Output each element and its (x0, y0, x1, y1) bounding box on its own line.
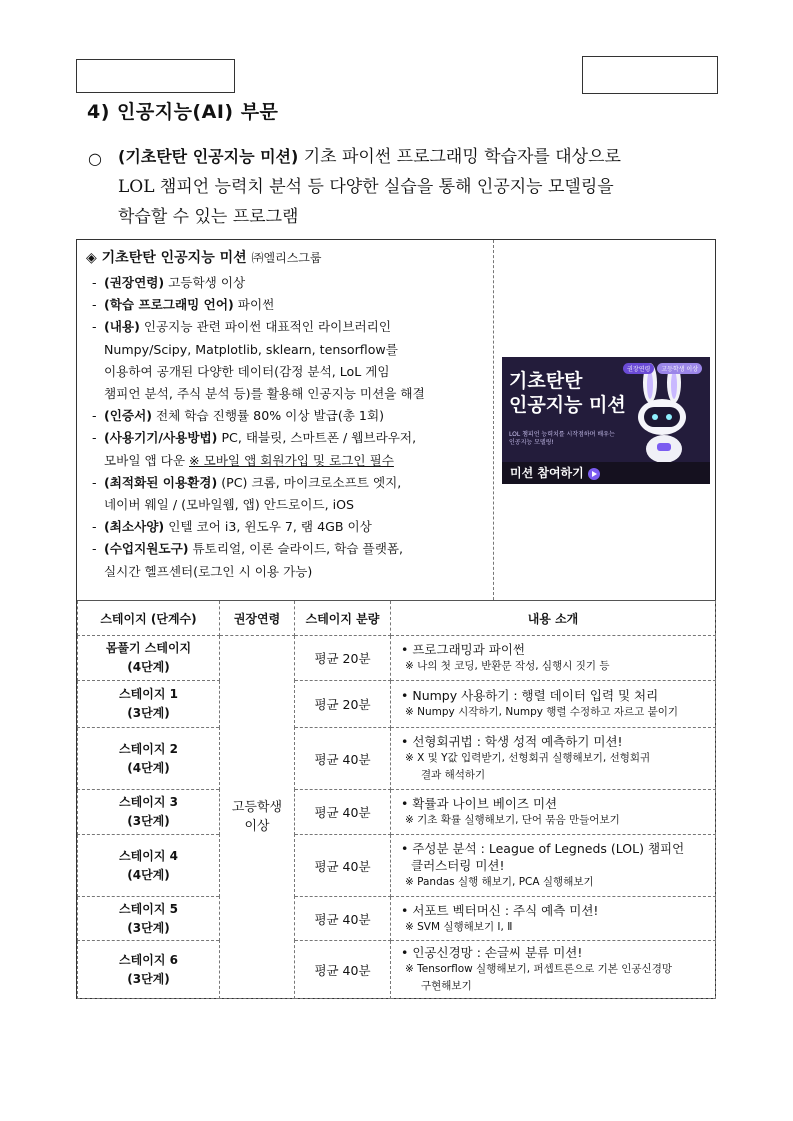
lead-bold: (기초탄탄 인공지능 미션) (118, 147, 299, 166)
lead-line-2: LOL 챔피언 능력치 분석 등 다양한 실습을 통해 인공지능 모델링을 (118, 177, 614, 197)
diamond-icon: ◈ (86, 250, 97, 266)
info-item: - (최적화된 이용환경) (PC) 크롬, 마이크로소프트 엣지, 네이버 웨일 / (모바일웹, 앱) 안드로이드, iOS (92, 474, 402, 513)
stage-table (77, 600, 716, 999)
info-title (86, 247, 322, 267)
info-item: - (사용기기/사용방법) PC, 태블릿, 스마트폰 / 웹브라우저, 모바일 앱 다운 ※ 모바일 앱 회원가입 및 로그인 필수 (92, 430, 417, 468)
info-item: - (학습 프로그래밍 언어) 파이썬 (92, 297, 275, 313)
promo-tags (623, 363, 702, 374)
lead-line-3: 학습할 수 있는 프로그램 (118, 207, 299, 227)
promo-subtitle: LOL 챔피언 능력치를 시작점하며 배우는 인공지능 모델링! (509, 431, 615, 446)
info-item: - (인증서) 전체 학습 진행률 80% 이상 발급(총 1회) (92, 408, 385, 424)
organization: ㈜엘리스그룹 (251, 251, 322, 265)
program-title: 기초탄탄 인공지능 미션 (101, 250, 247, 266)
lead-line-1 (118, 142, 720, 172)
table-row: 스테이지 3 (3단계) 평균 40분 • 확률과 나이브 베이즈 미션 ※ 기초 확률 실행해보기, 단어 묶음 만들어보기 (78, 790, 716, 835)
header-box-left (76, 59, 235, 93)
header-duration: 스테이지 분량 (295, 601, 391, 636)
join-mission-button[interactable]: 미션 참여하기 (502, 462, 710, 484)
table-row: 스테이지 5 (3단계) 평균 40분 • 서포트 벡터머신 : 주식 예측 미션! ※ SVM 실행해보기 Ⅰ, Ⅱ (78, 897, 716, 941)
circle-bullet: ○ (88, 149, 102, 168)
info-list (92, 272, 490, 583)
info-item: - (내용) 인공지능 관련 파이썬 대표적인 라이브러리인 Numpy/Scipy, Matplotlib, sklearn, tensorflow를 이용하여 공개된 다양한 데이터(감정 분석, LoL 게임 챔피언 분석, 주식 분석 등)를 활용해 인공지능 미션을 해결 (92, 319, 425, 402)
info-item: - (최소사양) 인텔 코어 i3, 윈도우 7, 램 4GB 이상 (92, 519, 372, 535)
play-icon (588, 468, 600, 480)
table-row: 스테이지 4 (4단계) 평균 40분 • 주성분 분석 : League of Legneds (LOL) 챔피언 클러스터링 미션! ※ Pandas 실행 해보기, PCA 실행해보기 (78, 835, 716, 897)
info-item: - (수업지원도구) 튜토리얼, 이론 슬라이드, 학습 플랫폼, 실시간 헬프센터(로그인 시 이용 가능) (92, 541, 404, 579)
recommended-age: 고등학생 이상 (220, 636, 295, 999)
table-row: 스테이지 6 (3단계) 평균 40분 • 인공신경망 : 손글씨 분류 미션! ※ Tensorflow 실행해보기, 퍼셉트론으로 기본 인공신경망 구현해보기 (78, 941, 716, 999)
table-row: 몸풀기 스테이지 (4단계) 고등학생 이상 평균 20분 • 프로그래밍과 파이썬 ※ 나의 첫 코딩, 반환문 작성, 심행시 짓기 등 (78, 636, 716, 681)
rabbit-mascot-icon (628, 361, 704, 465)
table-row: 스테이지 2 (4단계) 평균 40분 • 선형회귀법 : 학생 성적 예측하기 미션! ※ X 및 Y값 입력받기, 선형회귀 실행해보기, 선형회귀 결과 해석하기 (78, 728, 716, 790)
info-item: - (권장연령) 고등학생 이상 (92, 275, 246, 290)
header-box-right (582, 56, 718, 94)
table-row: 스테이지 1 (3단계) 평균 20분 • Numpy 사용하기 : 행렬 데이터 입력 및 처리 ※ Numpy 시작하기, Numpy 행렬 수정하고 자르고 붙이기 (78, 681, 716, 728)
header-stage: 스테이지 (단계수) (78, 601, 220, 636)
promo-tag-level: 고등학생 이상 (657, 363, 702, 374)
promo-banner[interactable] (502, 357, 710, 484)
promo-title: 기초탄탄 인공지능 미션 (509, 370, 626, 416)
table-header-row (78, 601, 716, 636)
info-panel (77, 240, 494, 600)
lead-text-1: 기초 파이썬 프로그래밍 학습자를 대상으로 (298, 147, 621, 167)
header-age: 권장연령 (220, 601, 295, 636)
lead-paragraph (88, 142, 720, 232)
section-title: 4) 인공지능(AI) 부문 (87, 101, 279, 123)
promo-tag-age: 권장연령 (623, 363, 654, 374)
header-description: 내용 소개 (391, 601, 716, 636)
mobile-note: ※ 모바일 앱 회원가입 및 로그인 필수 (189, 452, 394, 468)
